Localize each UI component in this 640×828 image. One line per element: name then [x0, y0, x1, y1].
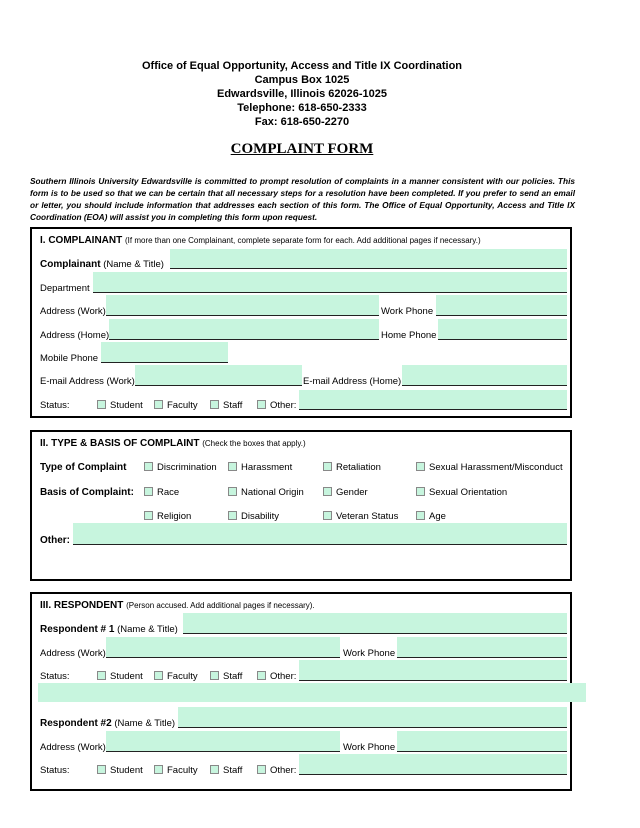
- intro-paragraph: Southern Illinois University Edwardsville is committed to prompt resolution of complaints in a manner consistent with our policies. This form is to be used so that we can be certain that all necessary steps for a resolution have been completed. If you prefer to send an email or letter, you should include information that addresses each section of this form. The Office of Equal Opportunity, Access and Title IX Coordination (EOA) will assist you in completing this form upon request.: [30, 176, 575, 222]
- email-home-label: E-mail Address (Home): [303, 376, 402, 387]
- respondent1-faculty-label: Faculty: [167, 671, 198, 682]
- respondent1-address-work-field[interactable]: [106, 637, 340, 658]
- respondent1-address-work-label: Address (Work): [40, 648, 106, 659]
- respondent2-other-field[interactable]: [299, 754, 567, 775]
- address-home-label: Address (Home): [40, 330, 110, 341]
- complainant-label: [40, 259, 164, 270]
- section2-title: II. TYPE & BASIS OF COMPLAINT: [40, 438, 200, 449]
- section2-note: (Check the boxes that apply.): [202, 439, 306, 448]
- page-title: COMPLAINT FORM: [230, 141, 374, 157]
- respondent2-staff-label: Staff: [223, 765, 243, 776]
- student-label: Student: [110, 400, 143, 411]
- respondent1-student-checkbox[interactable]: [97, 671, 106, 680]
- respondent2-staff-checkbox[interactable]: [210, 765, 219, 774]
- national-origin-label: National Origin: [241, 487, 304, 498]
- complainant-label-bold: Complainant: [40, 259, 101, 270]
- office-name: Office of Equal Opportunity, Access and Title IX Coordination: [141, 60, 463, 72]
- staff-label: Staff: [223, 400, 243, 411]
- discrimination-label: Discrimination: [157, 462, 217, 473]
- section1-heading: [40, 235, 481, 246]
- address-home-field[interactable]: [109, 319, 379, 340]
- other-label: Other:: [270, 400, 297, 411]
- address-work-label: Address (Work): [40, 306, 106, 317]
- age-label: Age: [429, 511, 446, 522]
- respondent1-faculty-checkbox[interactable]: [154, 671, 163, 680]
- email-work-field[interactable]: [135, 365, 302, 386]
- respondent1-status-label: Status:: [40, 671, 70, 682]
- gender-label: Gender: [336, 487, 368, 498]
- disability-label: Disability: [241, 511, 280, 522]
- other-status-field[interactable]: [299, 390, 567, 410]
- department-label: Department: [40, 283, 90, 294]
- respondent1-extra-field[interactable]: [38, 683, 586, 702]
- sexual-harassment-checkbox[interactable]: [416, 462, 425, 471]
- respondent2-faculty-checkbox[interactable]: [154, 765, 163, 774]
- status-label: Status:: [40, 400, 70, 411]
- faculty-checkbox[interactable]: [154, 400, 163, 409]
- address-work-field[interactable]: [106, 295, 379, 316]
- veteran-status-checkbox[interactable]: [323, 511, 332, 520]
- sexual-harassment-label: Sexual Harassment/Misconduct: [429, 462, 563, 473]
- respondent1-staff-checkbox[interactable]: [210, 671, 219, 680]
- respondent2-student-label: Student: [110, 765, 143, 776]
- sexual-orientation-checkbox[interactable]: [416, 487, 425, 496]
- race-label: Race: [157, 487, 180, 498]
- respondent2-student-checkbox[interactable]: [97, 765, 106, 774]
- respondent2-label: [40, 718, 175, 729]
- department-field[interactable]: [93, 272, 567, 293]
- respondent2-label-bold: Respondent #2: [40, 718, 112, 729]
- section1-title: I. COMPLAINANT: [40, 235, 123, 246]
- section2-other-field[interactable]: [73, 523, 567, 545]
- national-origin-checkbox[interactable]: [228, 487, 237, 496]
- work-phone-field[interactable]: [436, 295, 567, 316]
- veteran-status-label: Veteran Status: [336, 511, 399, 522]
- respondent1-other-field[interactable]: [299, 660, 567, 681]
- race-checkbox[interactable]: [144, 487, 153, 496]
- respondent1-student-label: Student: [110, 671, 143, 682]
- respondent1-label: [40, 624, 178, 635]
- sexual-orientation-label: Sexual Orientation: [429, 487, 508, 498]
- respondent1-staff-label: Staff: [223, 671, 243, 682]
- respondent2-address-work-label: Address (Work): [40, 742, 106, 753]
- email-work-label: E-mail Address (Work): [40, 376, 135, 387]
- type-of-complaint-label: Type of Complaint: [40, 462, 127, 473]
- religion-checkbox[interactable]: [144, 511, 153, 520]
- religion-label: Religion: [157, 511, 192, 522]
- section1-note: (If more than one Complainant, complete separate form for each. Add additional pages if necessary.): [125, 236, 481, 245]
- telephone: Telephone: 618-650-2333: [237, 102, 367, 114]
- home-phone-label: Home Phone: [381, 330, 437, 341]
- section-type-basis: [30, 430, 572, 581]
- complainant-name-field[interactable]: [170, 249, 567, 269]
- faculty-label: Faculty: [167, 400, 198, 411]
- respondent1-label-bold: Respondent # 1: [40, 624, 115, 635]
- respondent2-other-checkbox[interactable]: [257, 765, 266, 774]
- respondent2-faculty-label: Faculty: [167, 765, 198, 776]
- respondent1-other-checkbox[interactable]: [257, 671, 266, 680]
- email-home-field[interactable]: [402, 365, 567, 386]
- complainant-label-rest: (Name & Title): [103, 259, 164, 270]
- mobile-phone-field[interactable]: [101, 342, 228, 363]
- city-address: Edwardsville, Illinois 62026-1025: [217, 88, 387, 100]
- respondent2-work-phone-label: Work Phone: [343, 742, 396, 753]
- respondent2-work-phone-field[interactable]: [397, 731, 567, 752]
- home-phone-field[interactable]: [438, 319, 567, 340]
- harassment-checkbox[interactable]: [228, 462, 237, 471]
- respondent1-other-label: Other:: [270, 671, 297, 682]
- section3-title: III. RESPONDENT: [40, 600, 124, 611]
- student-checkbox[interactable]: [97, 400, 106, 409]
- respondent1-work-phone-field[interactable]: [397, 637, 567, 658]
- retaliation-label: Retaliation: [336, 462, 381, 473]
- respondent2-status-label: Status:: [40, 765, 70, 776]
- staff-checkbox[interactable]: [210, 400, 219, 409]
- mobile-phone-label: Mobile Phone: [40, 353, 99, 364]
- retaliation-checkbox[interactable]: [323, 462, 332, 471]
- respondent1-label-rest: (Name & Title): [117, 624, 178, 635]
- respondent1-work-phone-label: Work Phone: [343, 648, 396, 659]
- respondent1-name-field[interactable]: [183, 613, 567, 634]
- respondent2-other-label: Other:: [270, 765, 297, 776]
- section3-note: (Person accused. Add additional pages if necessary).: [126, 601, 315, 610]
- discrimination-checkbox[interactable]: [144, 462, 153, 471]
- disability-checkbox[interactable]: [228, 511, 237, 520]
- other-checkbox[interactable]: [257, 400, 266, 409]
- basis-of-complaint-label: Basis of Complaint:: [40, 487, 134, 498]
- respondent2-address-work-field[interactable]: [106, 731, 340, 752]
- section2-other-label: Other:: [40, 535, 70, 546]
- work-phone-label: Work Phone: [381, 306, 434, 317]
- harassment-label: Harassment: [241, 462, 293, 473]
- section3-heading: [40, 600, 315, 611]
- section2-heading: [40, 438, 306, 449]
- fax: Fax: 618-650-2270: [254, 116, 350, 128]
- campus-box: Campus Box 1025: [254, 74, 350, 86]
- gender-checkbox[interactable]: [323, 487, 332, 496]
- age-checkbox[interactable]: [416, 511, 425, 520]
- respondent2-name-field[interactable]: [178, 707, 567, 728]
- respondent2-label-rest: (Name & Title): [114, 718, 176, 729]
